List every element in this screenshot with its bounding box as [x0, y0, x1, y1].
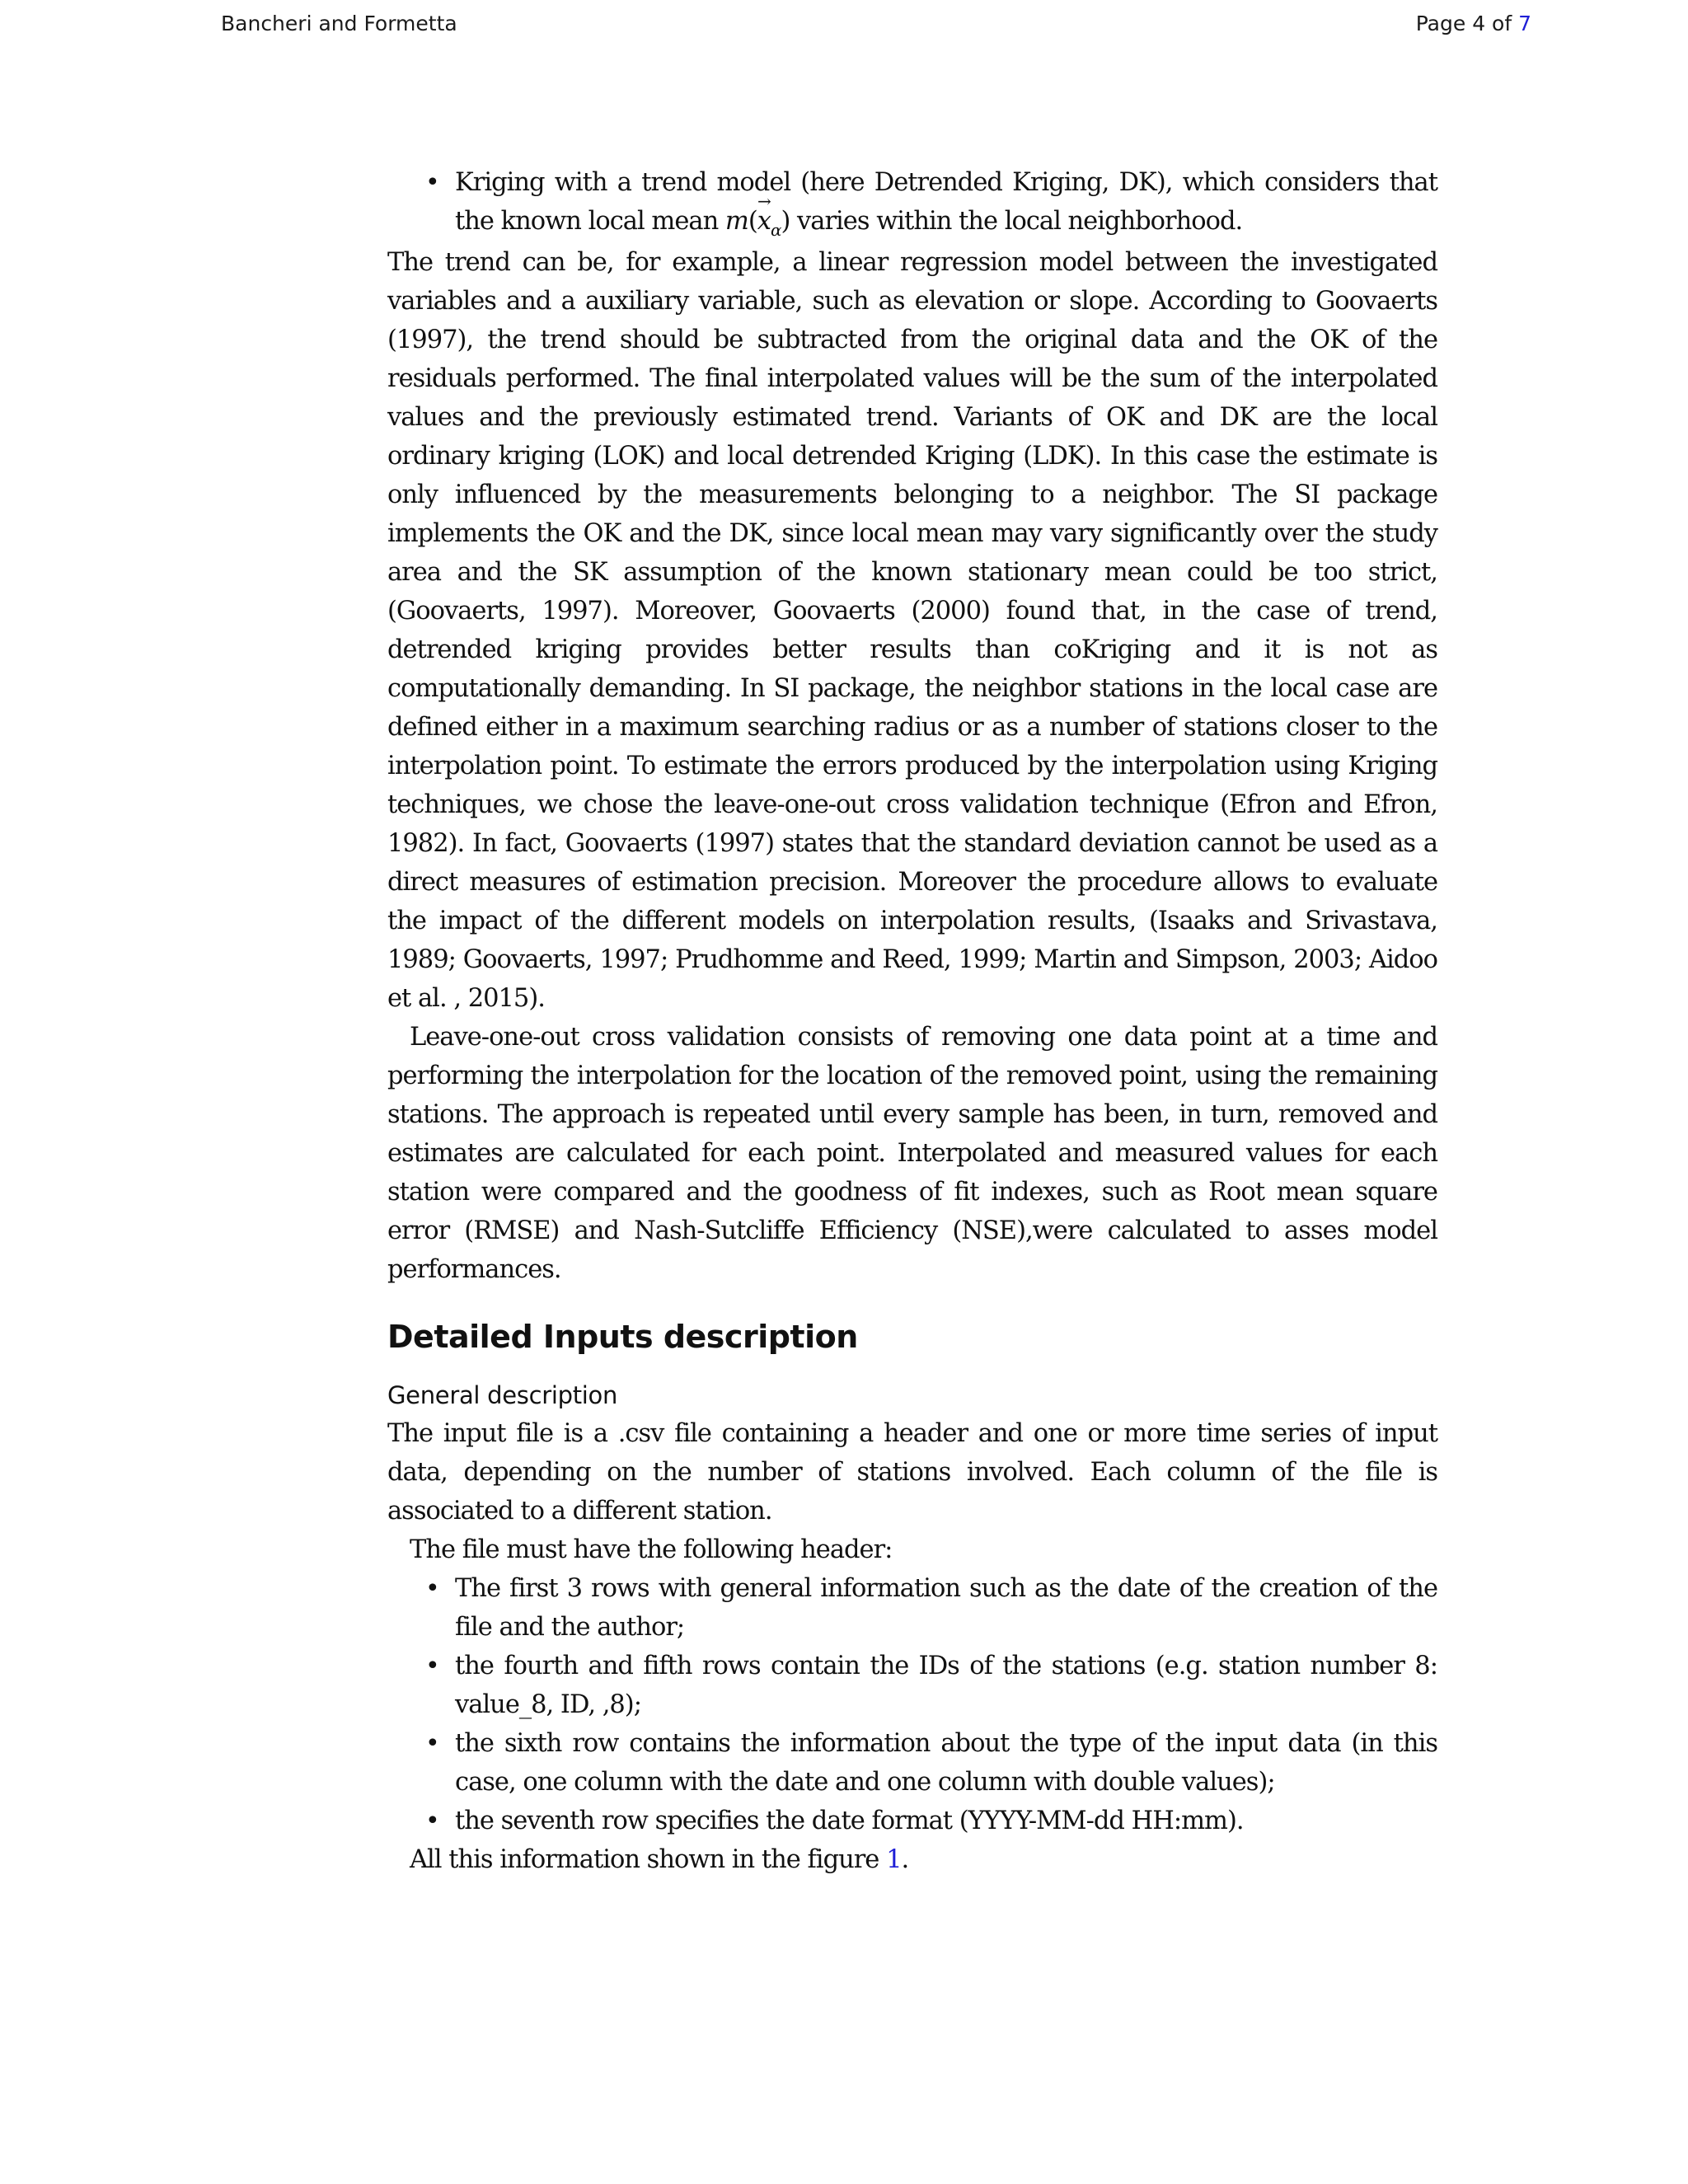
bullet-text: Kriging with a trend model (here Detrended Kriging, DK), which considers that the known local mean: [455, 168, 1437, 236]
list-item: • The first 3 rows with general information such as the date of the creation of the file and the author;: [387, 1569, 1437, 1647]
math-vector-x: x →: [757, 202, 771, 241]
running-header: [221, 12, 1531, 45]
list-item: • the fourth and fifth rows contain the IDs of the stations (e.g. station number 8: value_8, ID, ,8);: [387, 1647, 1437, 1724]
body-paragraph: The file must have the following header:: [410, 1535, 893, 1564]
total-pages-link[interactable]: 7: [1518, 12, 1531, 35]
figure-ref-link[interactable]: 1: [886, 1845, 902, 1874]
math-subscript: α: [770, 220, 781, 240]
closing-paragraph: [387, 1840, 1437, 1879]
math-paren-open: (: [748, 207, 757, 236]
kriging-bullet-list: [387, 163, 1437, 243]
subsection-heading: General description: [387, 1381, 618, 1409]
running-header-authors: Bancheri and Formetta: [221, 12, 457, 35]
section-heading: Detailed Inputs description: [387, 1319, 858, 1355]
body-paragraph: Leave-one-out cross validation consists of removing one data point at a time and performing the interpolation for the location of the removed point, using the remaining stations. The approach is repeated until every sample has been, in turn, removed and estimates are calculated for each point. Interpolated and measured values for each station were compared and the goodness of fit indexes, such as Root mean square error (RMSE) and Nash-Sutcliffe Efficiency (NSE),were calculated to asses model performances.: [387, 1023, 1437, 1284]
bullet-text: varies within the local neighborhood.: [790, 207, 1243, 236]
math-symbol: m: [724, 207, 748, 236]
closing-text: All this information shown in the figure: [410, 1845, 887, 1874]
body-paragraph: The input file is a .csv file containing a header and one or more time series of input data, depending on the number of stations involved. Each column of the file is associated to a different station.: [387, 1419, 1437, 1526]
list-item: [387, 163, 1437, 243]
math-paren-close: ): [781, 207, 790, 236]
page-number-label: Page 4 of: [1415, 12, 1519, 35]
page-body: [387, 163, 1437, 1879]
list-item: • the sixth row contains the information about the type of the input data (in this case, one column with the date and one column with double values);: [387, 1724, 1437, 1802]
body-paragraph: The trend can be, for example, a linear regression model between the investigated variables and a auxiliary variable, such as elevation or slope. According to Goovaerts (1997), the trend should be subtracted from the original data and the OK of the residuals performed. The final interpolated values will be the sum of the interpolated values and the previously estimated trend. Variants of OK and DK are the local ordinary kriging (LOK) and local detrended Kriging (LDK). In this case the estimate is only influenced by the measurements belonging to a neighbor. The SI package implements the OK and the DK, since local mean may vary significantly over the study area and the SK assumption of the known stationary mean could be too strict, (Goovaerts, 1997). Moreover, Goovaerts (2000) found that, in the case of trend, detrended kriging provides better results than coKriging and it is not as computationally demanding. In SI package, the neighbor stations in the local case are defined either in a maximum searching radius or as a number of stations closer to the interpolation point. To estimate the errors produced by the interpolation using Kriging techniques, we chose the leave-one-out cross validation technique (Efron and Efron, 1982). In fact, Goovaerts (1997) states that the standard deviation cannot be used as a direct measures of estimation precision. Moreover the procedure allows to evaluate the impact of the different models on interpolation results, (Isaaks and Srivastava, 1989; Goovaerts, 1997; Prudhomme and Reed, 1999; Martin and Simpson, 2003; Aidoo et al. , 2015).: [387, 248, 1437, 1013]
closing-end: .: [901, 1845, 909, 1874]
header-rows-list: [387, 1569, 1437, 1840]
page-number: [1416, 12, 1531, 35]
list-item: • the seventh row specifies the date format (YYYY-MM-dd HH:mm).: [387, 1802, 1437, 1840]
